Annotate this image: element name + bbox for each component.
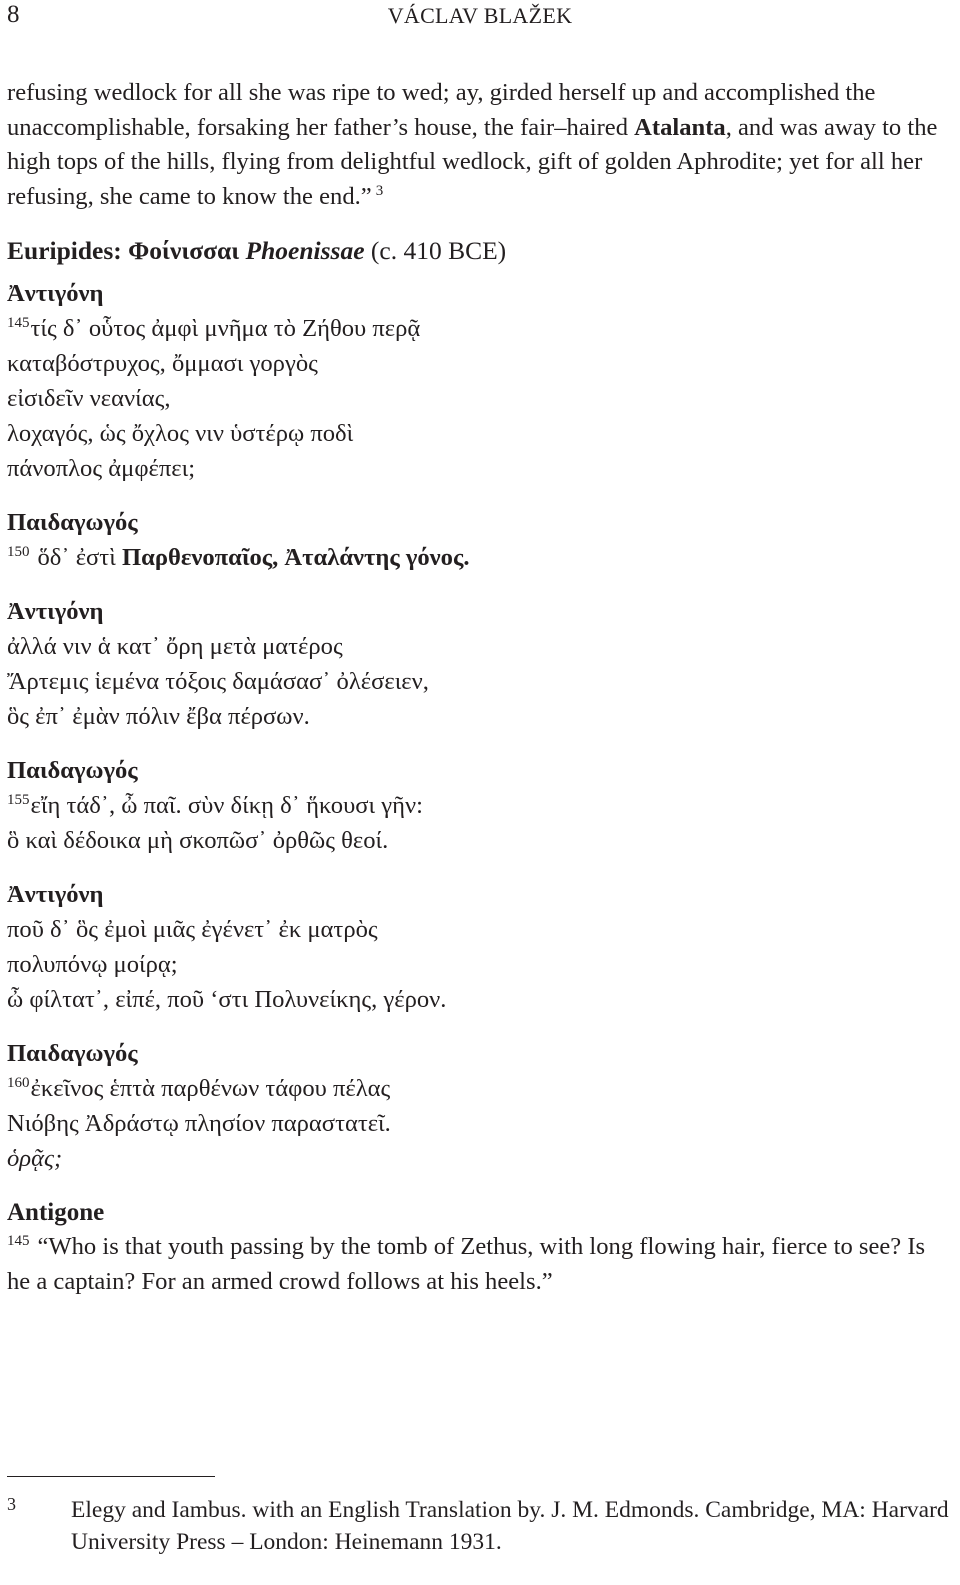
verse-line: ὃς ἐπ᾽ ἐμὰν πόλιν ἔβα πέρσων. <box>7 703 310 730</box>
verse-line <box>7 540 947 575</box>
dialogue-block <box>7 277 947 486</box>
dialogue-block <box>7 1037 947 1176</box>
verse-line: καταβόστρυχος, ὄμμασι γοργὸς <box>7 350 318 377</box>
source-author: Euripides: Φοίνισσαι <box>7 236 246 265</box>
page-number: 8 <box>7 1 20 28</box>
translation-speaker: Antigone <box>7 1199 105 1226</box>
dialogue-block <box>7 595 947 734</box>
speaker-name: Ἀντιγόνη <box>7 881 104 908</box>
verse-line: ὦ φίλτατ᾽, εἰπέ, ποῦ ‘στι Πολυνείκης, γέρον. <box>7 986 447 1013</box>
verse-line: ἀλλά νιν ἁ κατ᾽ ὄρη μετὰ ματέρος <box>7 633 343 660</box>
translation-block <box>7 1196 947 1299</box>
verse-line <box>7 1071 947 1106</box>
verse-text: ὅδ᾽ ἐστὶ <box>37 544 122 571</box>
dialogue-block <box>7 506 947 575</box>
footnote-rule <box>7 1476 215 1477</box>
source-title-latin: Phoenissae <box>245 236 365 265</box>
line-number: 155 <box>7 792 30 808</box>
verse-line: πάνοπλος ἀμφέπει; <box>7 455 196 482</box>
verse-line: πολυπόνῳ μοίρᾳ; <box>7 951 178 978</box>
translation-text <box>7 1230 947 1299</box>
translation-quote: “Who is that youth passing by the tomb of Zethus, with long flowing hair, fierce to see? Is he a captain? For an armed crowd follows at his heels.” <box>7 1233 926 1295</box>
verse-line <box>7 311 947 346</box>
verse-line: Ἄρτεμις ἱεμένα τόξοις δαμάσασ᾽ ὀλέσειεν, <box>7 668 429 695</box>
speaker-name: Παιδαγωγός <box>7 757 138 784</box>
verse-line <box>7 788 947 823</box>
verse-text: εἴη τάδ᾽, ὦ παῖ. σὺν δίκῃ δ᾽ ἥκουσι γῆν: <box>30 792 423 819</box>
line-number: 145 <box>7 315 30 331</box>
intro-text-b: , and was away to the high tops of the hills, flying from delightful wedlock, gift of golden Aphrodite; yet for all her refusing, she came to know the end.” <box>7 113 938 210</box>
speaker-name: Παιδαγωγός <box>7 509 138 536</box>
verse-line: ὁρᾷς; <box>7 1145 63 1172</box>
verse-text-bold: Παρθενοπαῖος, Ἀταλάντης γόνος. <box>121 544 470 571</box>
intro-text-a: refusing wedlock for all she was ripe to wed; ay, girded herself up and accomplished the unaccomplishable, forsaking her father’s house, the fair–haired <box>7 79 876 141</box>
source-date: (c. 410 BCE) <box>364 236 507 265</box>
running-title: VÁCLAV BLAŽEK <box>387 3 573 28</box>
line-number: 145 <box>7 1233 30 1249</box>
line-number: 150 <box>7 544 30 560</box>
footnote-text: Elegy and Iambus. with an English Translation by. J. M. Edmonds. Cambridge, MA: Harvard University Press – London: Heinemann 1931. <box>71 1497 949 1555</box>
verse-line: ὃ καὶ δέδοικα μὴ σκοπῶσ᾽ ὀρθῶς θεοί. <box>7 827 389 854</box>
main-content <box>7 76 947 1299</box>
running-head <box>0 0 960 34</box>
dialogue-block <box>7 754 947 858</box>
source-heading <box>7 234 947 268</box>
footnote-mark: 3 <box>7 1494 16 1514</box>
speaker-name: Ἀντιγόνη <box>7 598 104 625</box>
verse-line: ποῦ δ᾽ ὃς ἐμοὶ μιᾶς ἐγένετ᾽ ἐκ ματρὸς <box>7 916 378 943</box>
verse-text: τίς δ᾽ οὗτος ἀμφὶ μνῆμα τὸ Ζήθου περᾷ <box>30 315 421 342</box>
speaker-name: Ἀντιγόνη <box>7 280 104 307</box>
line-number: 160 <box>7 1075 30 1091</box>
dialogue-block <box>7 878 947 1017</box>
verse-line: Νιόβης Ἀδράστῳ πλησίον παραστατεῖ. <box>7 1110 391 1137</box>
verse-line: λοχαγός, ὡς ὄχλος νιν ὑστέρῳ ποδὶ <box>7 420 354 447</box>
intro-paragraph <box>7 76 947 214</box>
speaker-name: Παιδαγωγός <box>7 1040 138 1067</box>
footnote-reference: 3 <box>375 182 384 199</box>
intro-name-atalanta: Atalanta <box>634 113 726 141</box>
verse-line: εἰσιδεῖν νεανίας, <box>7 385 171 412</box>
verse-text: ἐκεῖνος ἑπτὰ παρθένων τάφου πέλας <box>30 1075 391 1102</box>
